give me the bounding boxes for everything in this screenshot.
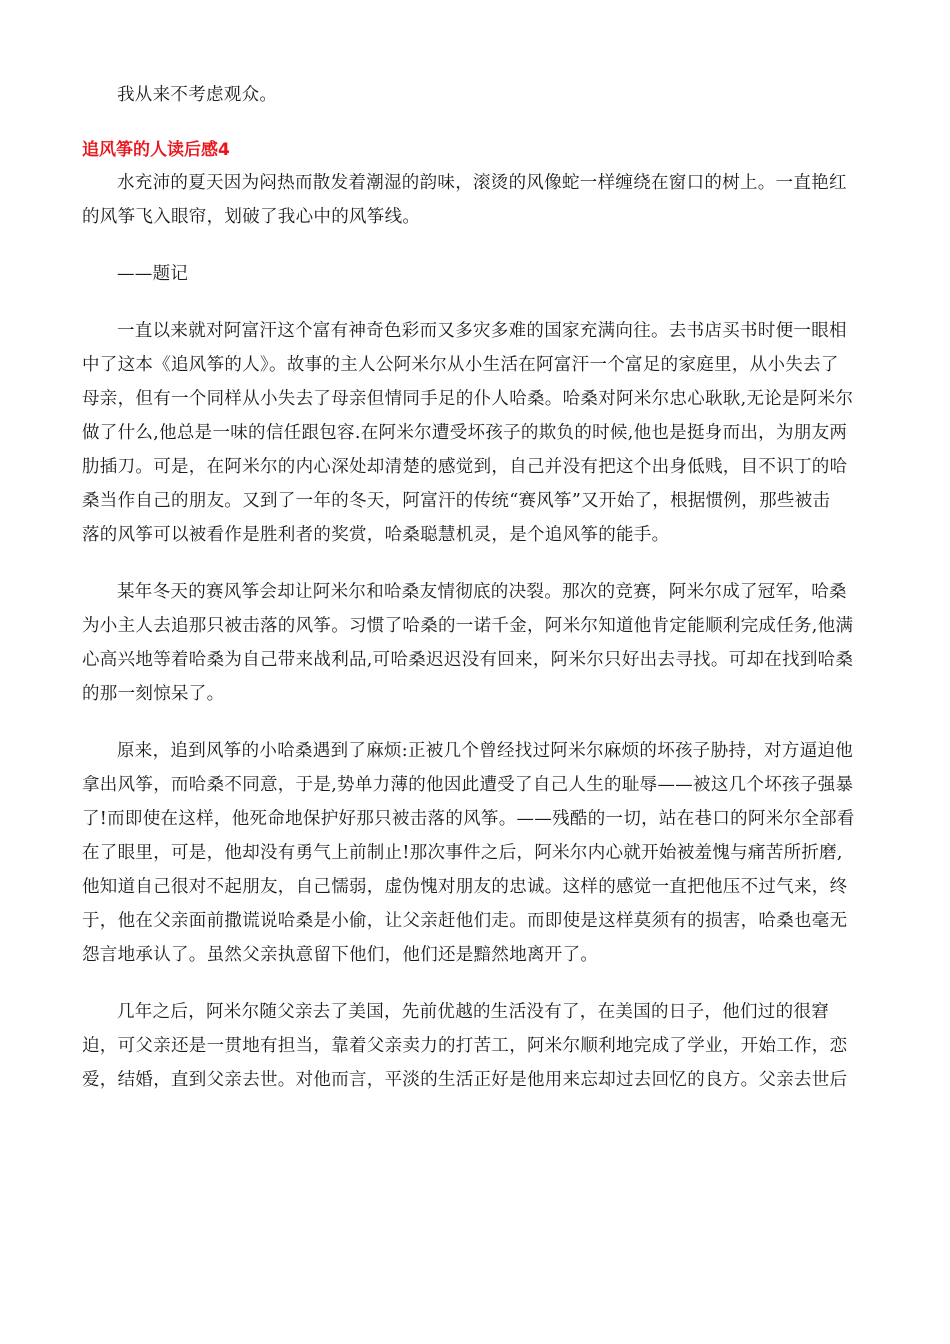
intro-line: 我从来不考虑观众。 [117,85,278,105]
paragraph-line: 他知道自己很对不起朋友，自己懦弱，虚伪愧对朋友的忠诚。这样的感觉一直把他压不过气来，终 [82,877,848,897]
paragraph [82,314,872,552]
paragraph [82,734,872,972]
paragraph-line: 肋插刀。可是，在阿米尔的内心深处却清楚的感觉到，自己并没有把这个出身低贱，目不识丁的哈 [82,457,848,477]
paragraph [82,575,872,711]
paragraph-line: 爱，结婚，直到父亲去世。对他而言，平淡的生活正好是他用来忘却过去回忆的良方。父亲去世后 [82,1070,848,1090]
paragraph-line: 中了这本《追风筝的人》。故事的主人公阿米尔从小生活在阿富汗一个富足的家庭里，从小失去了 [82,355,839,375]
paragraph-line: 某年冬天的赛风筝会却让阿米尔和哈桑友情彻底的决裂。那次的竞赛，阿米尔成了冠军，哈桑 [117,582,847,602]
paragraph-line: 水充沛的夏天因为闷热而散发着潮湿的韵味，滚烫的风像蛇一样缠绕在窗口的树上。一直艳红 [117,173,847,193]
paragraph [82,166,872,234]
paragraph-line: 桑当作自己的朋友。又到了一年的冬天，阿富汗的传统“赛风筝”又开始了，根据惯例，那些被击 [82,491,831,511]
paragraph-line: 做了什么,他总是一味的信任跟包容.在阿米尔遭受坏孩子的欺负的时候,他也是挺身而出，为朋友两 [82,423,848,443]
paragraph-line: 的风筝飞入眼帘，划破了我心中的风筝线。 [82,207,421,227]
paragraph-line: 心高兴地等着哈桑为自己带来战利品,可哈桑迟迟没有回来，阿米尔只好出去寻找。可却在找到哈桑 [82,650,854,670]
paragraph-line: 一直以来就对阿富汗这个富有神奇色彩而又多灾多难的国家充满向往。去书店买书时便一眼相 [117,321,847,341]
paragraph [82,257,872,291]
paragraph [82,995,872,1097]
paragraph-line: 了!而即使在这样，他死命地保护好那只被击落的风筝。——残酷的一切，站在巷口的阿米尔全部看 [82,809,855,829]
paragraph-line: 母亲，但有一个同样从小失去了母亲但情同手足的仆人哈桑。哈桑对阿米尔忠心耿耿,无论是阿米尔 [82,389,854,409]
document-body [82,78,872,1097]
epigraph-attribution: ——题记 [117,264,189,284]
section-heading: 追风筝的人读后感4 [82,140,230,160]
paragraph-line: 怨言地承认了。虽然父亲执意留下他们，他们还是黯然地离开了。 [82,945,599,965]
paragraph-line: 为小主人去追那只被击落的风筝。习惯了哈桑的一诺千金，阿米尔知道他肯定能顺利完成任务,他满 [82,616,854,636]
paragraph-line: 落的风筝可以被看作是胜利者的奖赏，哈桑聪慧机灵，是个追风筝的能手。 [82,525,670,545]
paragraph-line: 迫，可父亲还是一贯地有担当，靠着父亲卖力的打苦工，阿米尔顺利地完成了学业，开始工作，恋 [82,1036,848,1056]
paragraph-line: 于，他在父亲面前撒谎说哈桑是小偷，让父亲赶他们走。而即使是这样莫须有的损害，哈桑也毫无 [82,911,848,931]
paragraph-line: 拿出风筝，而哈桑不同意，于是,势单力薄的他因此遭受了自己人生的耻辱——被这几个坏孩子强暴 [82,775,854,795]
paragraph-line: 原来，追到风筝的小哈桑遇到了麻烦:正被几个曾经找过阿米尔麻烦的坏孩子胁持，对方逼迫他 [117,741,853,761]
paragraph-line: 的那一刻惊呆了。 [82,684,225,704]
paragraph-line: 几年之后，阿米尔随父亲去了美国，先前优越的生活没有了，在美国的日子，他们过的很窘 [117,1002,829,1022]
paragraph-line: 在了眼里，可是，他却没有勇气上前制止!那次事件之后，阿米尔内心就开始被羞愧与痛苦所折磨, [82,843,843,863]
